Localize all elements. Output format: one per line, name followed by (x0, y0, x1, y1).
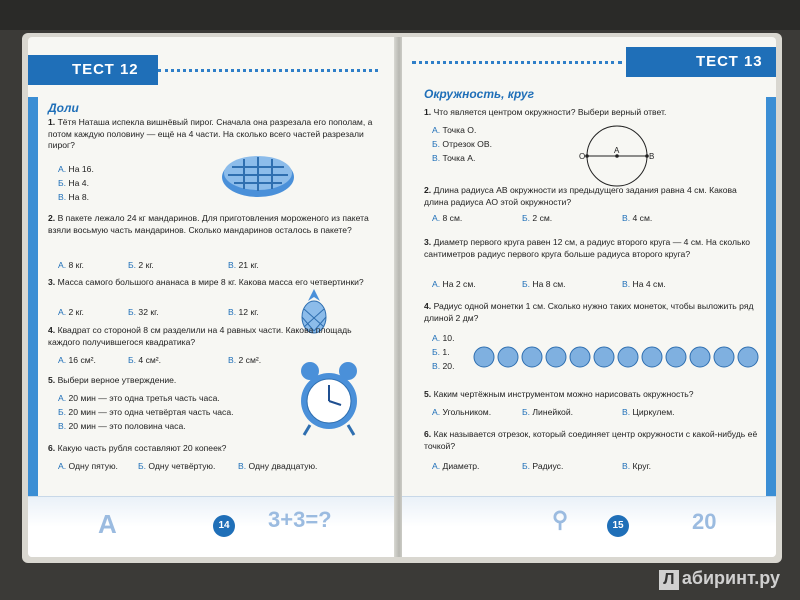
question-number: 6. (424, 429, 432, 439)
right-question-1 (424, 107, 754, 119)
number-doodle: 20 (692, 509, 717, 534)
question-number: 1. (424, 107, 432, 117)
question-text: В пакете лежало 24 кг мандаринов. Для приготовления мороженого из пакета взяли восьмую часть мандаринов. Сколько мандаринов осталось в пакете? (48, 213, 369, 235)
question-text: Выбери верное утверждение. (57, 375, 177, 385)
answer-option[interactable]: А. 16 см². (58, 355, 96, 365)
alarm-clock-illustration (296, 359, 362, 439)
answer-option[interactable]: А. 20 мин — это одна третья часть часа. (58, 393, 220, 403)
answer-option[interactable]: Б. 32 кг. (128, 307, 159, 317)
answer-option[interactable]: В. Точка А. (432, 153, 476, 163)
open-workbook (22, 33, 782, 563)
question-number: 6. (48, 443, 56, 453)
answer-option[interactable]: В. Циркулем. (622, 407, 675, 417)
right-question-5 (424, 389, 759, 401)
answer-option[interactable]: В. Круг. (622, 461, 651, 471)
question-text: Как называется отрезок, который соединяет центр окружности с какой-нибудь её точкой? (424, 429, 758, 451)
answer-option[interactable]: Б. 2 кг. (128, 260, 154, 270)
right-question-3 (424, 237, 759, 260)
question-text: Квадрат со стороной 8 см разделили на 4 равных части. Какова площадь каждого получившегося квадратика? (48, 325, 352, 347)
left-page (28, 37, 398, 557)
answer-option[interactable]: Б. Радиус. (522, 461, 564, 471)
left-question-1 (48, 117, 378, 152)
answer-option[interactable]: Б. Линейкой. (522, 407, 574, 417)
left-question-3 (48, 277, 383, 289)
left-question-2 (48, 213, 383, 236)
answer-option[interactable]: А. 8 см. (432, 213, 463, 223)
question-number: 4. (48, 325, 56, 335)
page-number-15: 15 (607, 515, 629, 537)
answer-option[interactable]: В. 20 мин — это половина часа. (58, 421, 186, 431)
magnifier-doodle: ⚲ (552, 507, 569, 532)
answer-option[interactable]: Б. 20 мин — это одна четвёртая часть часа. (58, 407, 234, 417)
section-title-doli: Доли (48, 101, 79, 115)
point-a-label: A (614, 146, 620, 155)
question-number: 3. (48, 277, 56, 287)
header-dotted-line (158, 69, 378, 72)
answer-option[interactable]: А. Диаметр. (432, 461, 480, 471)
question-number: 5. (424, 389, 432, 399)
left-side-strip (28, 97, 38, 507)
question-number: 2. (424, 185, 432, 195)
answer-option[interactable]: А. На 16. (58, 164, 94, 174)
circle-diagram (577, 121, 657, 191)
compass-doodle: A (98, 509, 117, 539)
question-text: Масса самого большого ананаса в мире 8 кг. Какова масса его четвертинки? (57, 277, 364, 287)
left-question-6 (48, 443, 383, 455)
question-text: Диаметр первого круга равен 12 см, а радиус второго круга — 4 см. На сколько сантиметров радиус первого круга больше радиуса второго круга? (424, 237, 751, 259)
test-12-header (28, 55, 158, 85)
answer-option[interactable]: А. 2 кг. (58, 307, 84, 317)
test-12-label: ТЕСТ 12 (72, 61, 139, 78)
question-text: Тётя Наташа испекла вишнёвый пирог. Сначала она разрезала его пополам, а потом каждую половину — ещё на 4 части. На сколько всего частей разрезали пирог? (48, 117, 373, 150)
answer-option[interactable]: Б. Отрезок ОВ. (432, 139, 492, 149)
coins-row (472, 345, 762, 369)
left-question-4 (48, 325, 383, 348)
point-o-label: O (579, 152, 586, 161)
answer-option[interactable]: А. Точка О. (432, 125, 477, 135)
answer-option[interactable]: А. 8 кг. (58, 260, 84, 270)
question-text: Радиус одной монетки 1 см. Сколько нужно таких монеток, чтобы выложить ряд длиной 2 дм? (424, 301, 754, 323)
answer-option[interactable]: В. 21 кг. (228, 260, 259, 270)
pie-illustration (218, 149, 298, 201)
question-number: 1. (48, 117, 56, 127)
question-number: 5. (48, 375, 56, 385)
question-text: Длина радиуса АВ окружности из предыдущего задания равна 4 см. Какова длина радиуса АО этой окружности? (424, 185, 737, 207)
question-number: 4. (424, 301, 432, 311)
answer-option[interactable]: Б. 1. (432, 347, 450, 357)
watermark-text: абиринт.ру (681, 568, 780, 588)
answer-option[interactable]: Б. На 4. (58, 178, 89, 188)
question-text: Что является центром окружности? Выбери верный ответ. (433, 107, 667, 117)
answer-option[interactable]: В. На 4 см. (622, 279, 666, 289)
question-text: Каким чертёжным инструментом можно нарисовать окружность? (433, 389, 694, 399)
right-side-strip (766, 97, 776, 507)
right-bottom-doodles (402, 496, 776, 557)
answer-option[interactable]: А. 10. (432, 333, 455, 343)
answer-option[interactable]: Б. 4 см². (128, 355, 162, 365)
page-number-14: 14 (213, 515, 235, 537)
equation-doodle: 3+3=? (268, 507, 332, 532)
answer-option[interactable]: А. Одну пятую. (58, 461, 118, 471)
right-page (402, 37, 776, 557)
answer-option[interactable]: Б. 2 см. (522, 213, 553, 223)
question-number: 3. (424, 237, 432, 247)
header-dotted-line (412, 61, 622, 64)
right-question-2 (424, 185, 759, 208)
right-question-6 (424, 429, 759, 452)
answer-option[interactable]: В. 4 см. (622, 213, 653, 223)
desk-background (0, 0, 800, 30)
labirint-watermark (659, 568, 780, 590)
answer-option[interactable]: В. 20. (432, 361, 455, 371)
watermark-badge: Л (659, 570, 679, 590)
point-b-label: B (649, 152, 655, 161)
answer-option[interactable]: А. На 2 см. (432, 279, 476, 289)
answer-option[interactable]: В. На 8. (58, 192, 90, 202)
section-title-circle: Окружность, круг (424, 87, 534, 101)
right-question-4 (424, 301, 759, 324)
answer-option[interactable]: В. 2 см². (228, 355, 262, 365)
answer-option[interactable]: В. 12 кг. (228, 307, 259, 317)
question-number: 2. (48, 213, 56, 223)
answer-option[interactable]: А. Угольником. (432, 407, 492, 417)
question-text: Какую часть рубля составляют 20 копеек? (57, 443, 227, 453)
left-question-5 (48, 375, 308, 387)
answer-option[interactable]: В. Одну двадцатую. (238, 461, 318, 471)
test-13-header (626, 47, 776, 77)
answer-option[interactable]: Б. На 8 см. (522, 279, 566, 289)
answer-option[interactable]: Б. Одну четвёртую. (138, 461, 216, 471)
test-13-label: ТЕСТ 13 (696, 53, 763, 70)
